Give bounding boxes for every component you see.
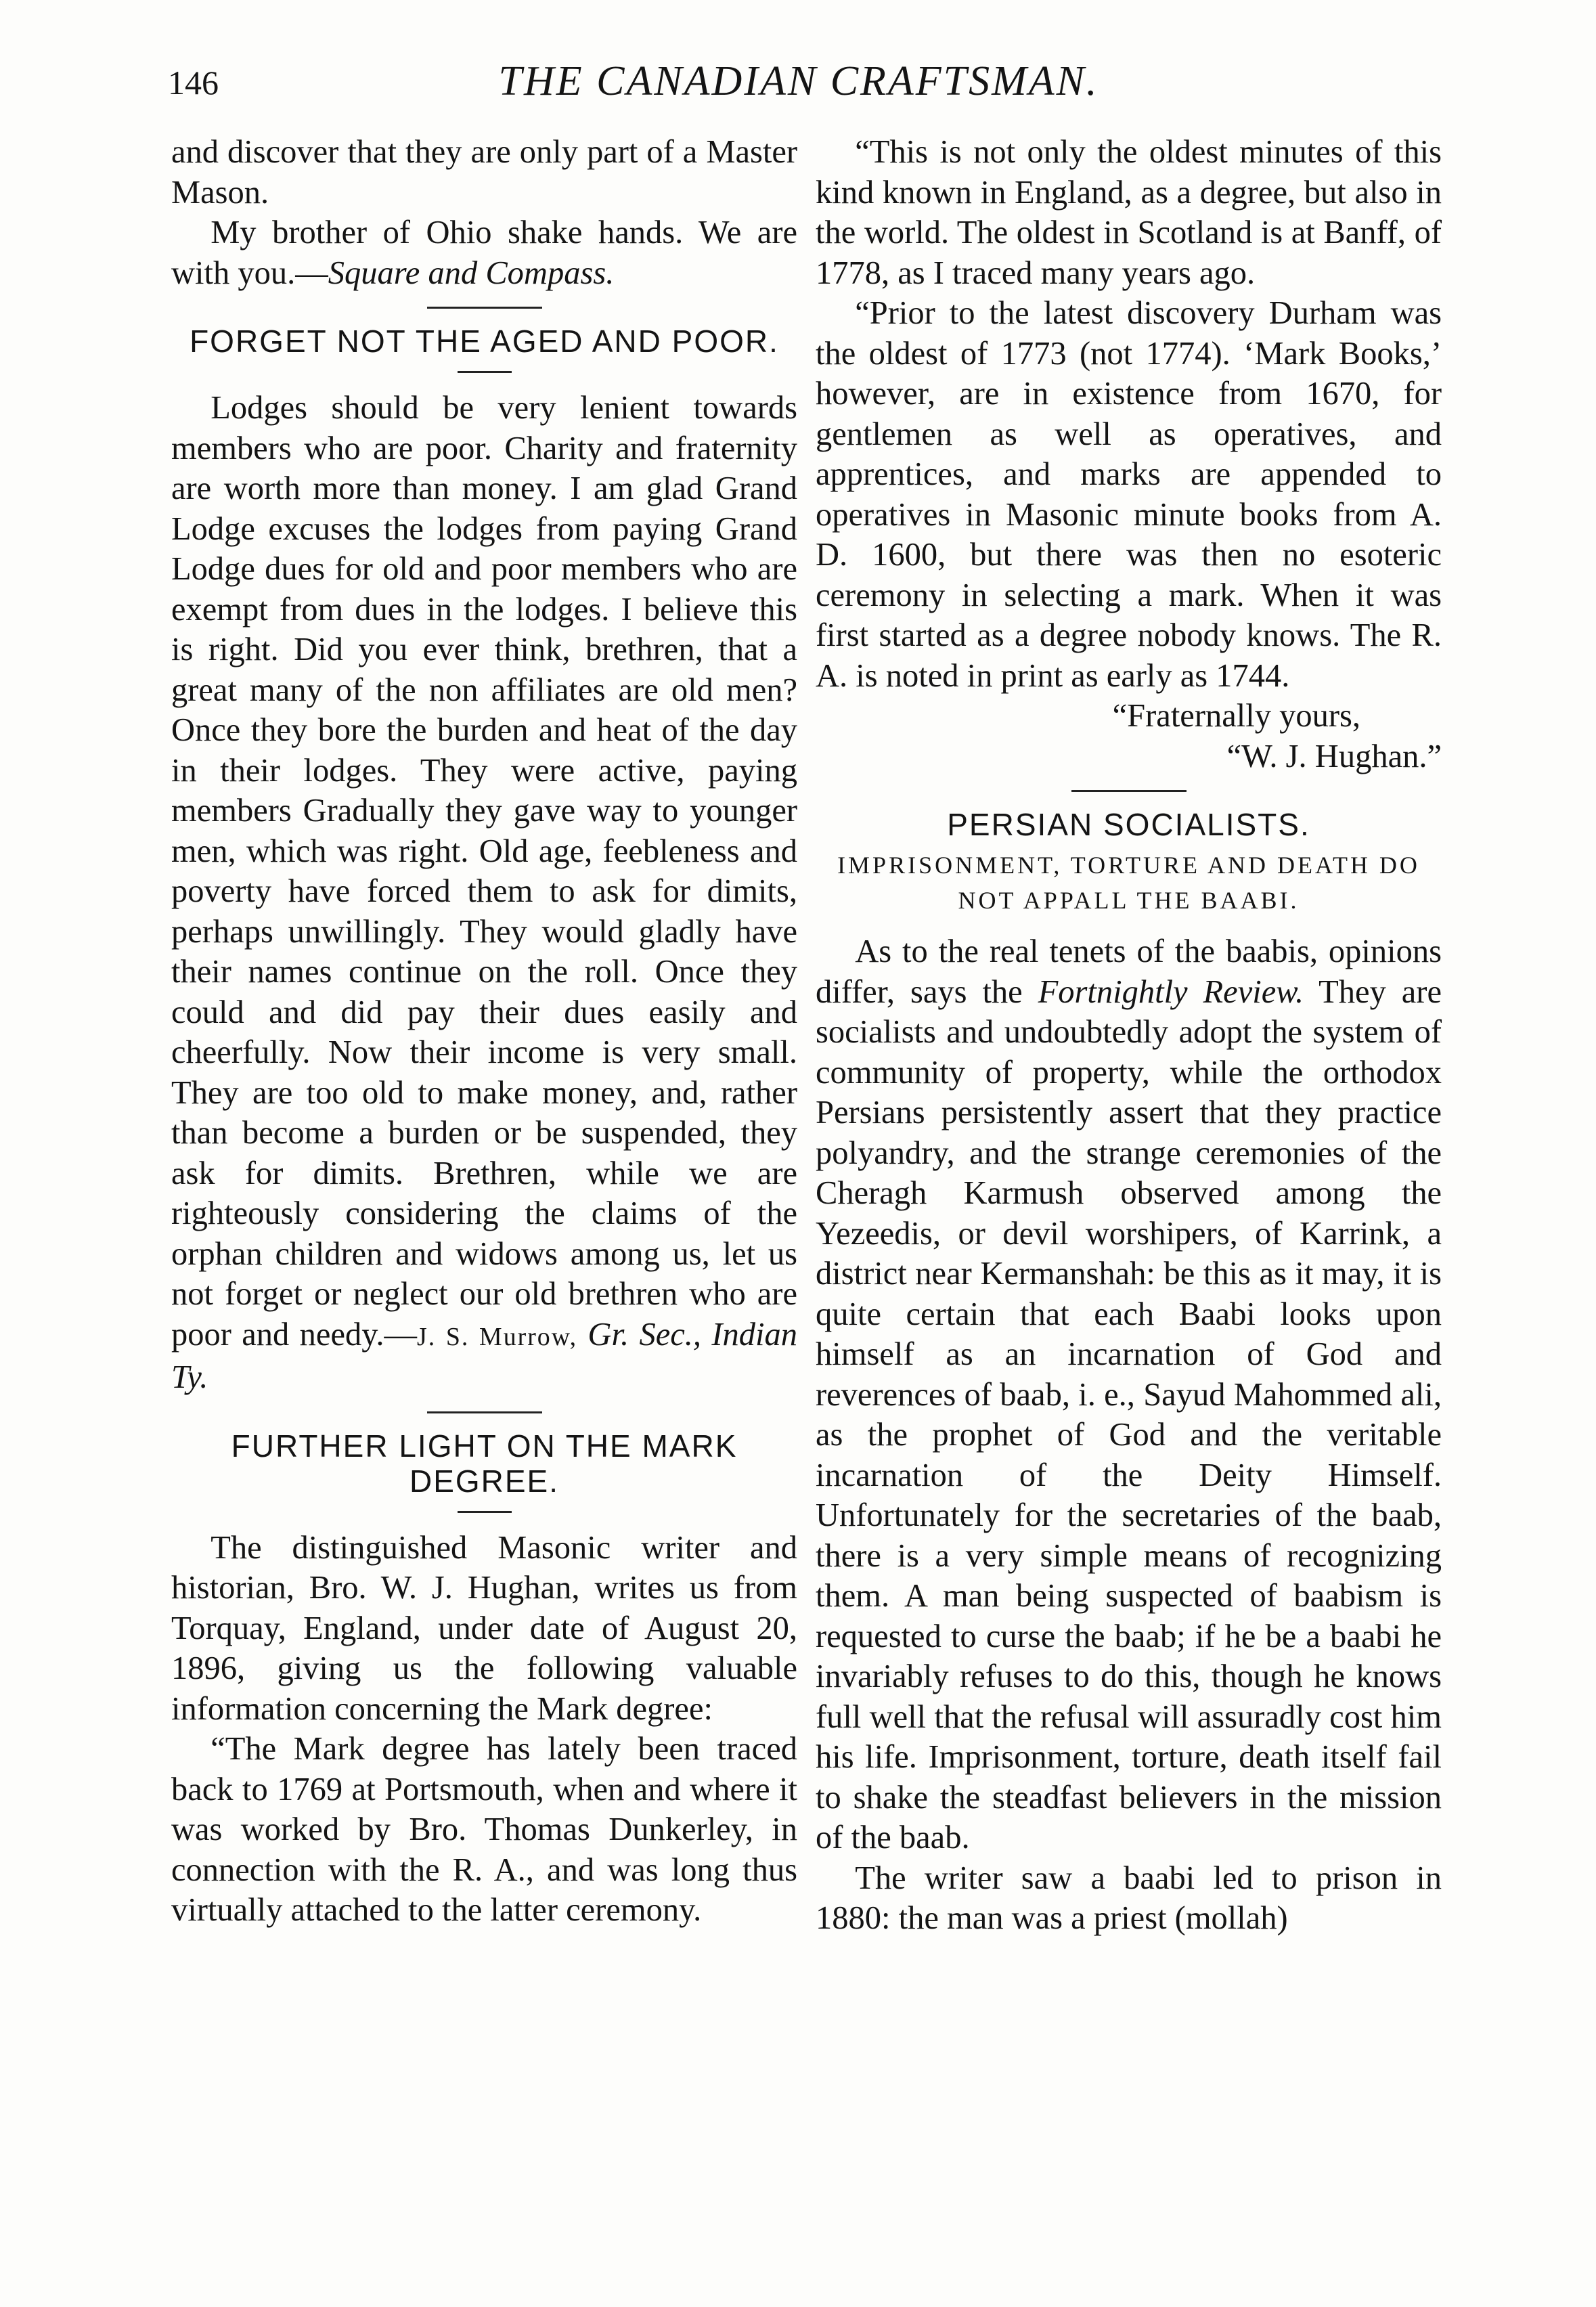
- persian-source: Fortnightly Review.: [1038, 973, 1304, 1010]
- mark-degree-paragraph-1: The distinguished Masonic writer and historian, Bro. W. J. Hughan, writes us from Torquay, England, under date of August 20, 1896, giving us the following valuable information concerning the Mark degree:: [171, 1529, 797, 1727]
- persian-text-b: They are socialists and undoubtedly adopt the system of community of property, while the orthodox Persians persistently assert that they practice polyandry, and the strange ceremonies of the Cheragh Karmush observed among the Yezeedis, or devil worshipers, of Karrink, a district near Kermanshah: be this as it may, it is quite certain that each Baabi looks upon himself as an incarnation of God and reverences of baab, i. e., Sayud Mahommed ali, as the prophet of God and the veritable incarnation of the Deity Himself. Unfortunately for the secretaries of the baab, there is a very simple means of recognizing them. A man being suspected of baabism is requested to curse the baab; if he be a baabi he invariably refuses to do this, though he knows full well that the refusal will assuradly cost him his life. Imprisonment, torture, death itself fail to shake the steadfast believers in the mission of the baab.: [816, 973, 1442, 1855]
- left-column: [171, 132, 797, 1931]
- section-title-mark-degree: FURTHER LIGHT ON THE MARK DEGREE.: [231, 1428, 738, 1499]
- intro-text: My brother of Ohio shake hands. We are with you.—: [171, 215, 797, 291]
- page-number: 146: [168, 64, 219, 102]
- section-divider: [1071, 790, 1187, 792]
- section-divider: [427, 307, 542, 309]
- section-title-aged-poor: FORGET NOT THE AGED AND POOR.: [190, 324, 779, 359]
- mark-degree-paragraph-3: “This is not only the oldest minutes of this kind known in England, as a degree, but also in the world. The oldest in Scotland is at Banff, of 1778, as I traced many years ago.: [816, 134, 1442, 291]
- title-divider: [458, 371, 512, 373]
- intro-source: Square and Compass.: [328, 255, 615, 291]
- running-head: [149, 58, 1448, 112]
- journal-title: THE CANADIAN CRAFTSMAN.: [498, 58, 1099, 104]
- section-title-persian-socialists: PERSIAN SOCIALISTS.: [947, 807, 1310, 842]
- mark-degree-paragraph-2: “The Mark degree has lately been traced back to 1769 at Portsmouth, when and where it was worked by Bro. Thomas Dunkerley, in connection with the R. A., and was long thus virtually attached to the latter ceremony.: [171, 1731, 797, 1928]
- aged-poor-author: J. S. Murrow,: [416, 1322, 578, 1351]
- section-subtitle: IMPRISONMENT, TORTURE AND DEATH DO NOT APPALL THE BAABI.: [837, 852, 1420, 914]
- persian-paragraph-1: [816, 931, 1442, 1858]
- mark-degree-paragraph-4: “Prior to the latest discovery Durham was the oldest of 1773 (not 1774). ‘Mark Books,’ however, are in existence from 1670, for gentlemen as well as operatives, and apprentices, and marks are appended to operatives in Masonic minute books from A. D. 1600, but there was then no esoteric ceremony in selecting a mark. When it was first started as a degree nobody knows. The R. A. is noted in print as early as 1744.: [816, 295, 1442, 694]
- aged-poor-source: Gr. Sec., Indian Ty.: [171, 1316, 797, 1395]
- right-column: [816, 132, 1442, 1939]
- intro-paragraph-1: and discover that they are only part of a Master Mason.: [171, 134, 797, 211]
- section-divider: [427, 1411, 542, 1413]
- persian-text-a: As to the real tenets of the baabis, opinions differ, says the: [816, 933, 1442, 1010]
- persian-paragraph-2: The writer saw a baabi led to prison in 1880: the man was a priest (mollah): [816, 1860, 1442, 1936]
- aged-poor-text: Lodges should be very lenient towards members who are poor. Charity and fraternity are worth more than money. I am glad Grand Lodge excuses the lodges from paying Grand Lodge dues for old and poor members who are exempt from dues in the lodges. I believe this is right. Did you ever think, brethren, that a great many of the non affiliates are old men? Once they bore the burden and heat of the day in their lodges. They were active, paying members Gradually they gave way to younger men, which was right. Old age, feebleness and poverty have forced them to ask for dimits, perhaps unwillingly. They would gladly have their names continue on the roll. Once they could and did pay their dues easily and cheerfully. Now their income is very small. They are too old to make money, and, rather than become a burden or be suspended, they ask for dimits. Brethren, while we are righteously considering the claims of the orphan children and widows among us, let us not forget or neglect our old brethren who are poor and needy.—: [171, 390, 797, 1353]
- title-divider: [458, 1511, 512, 1513]
- letter-closing: “Fraternally yours,: [1112, 698, 1360, 734]
- letter-signature: “W. J. Hughan.”: [1226, 738, 1442, 774]
- aged-poor-body: [171, 388, 797, 1398]
- intro-paragraph-2: [171, 213, 797, 293]
